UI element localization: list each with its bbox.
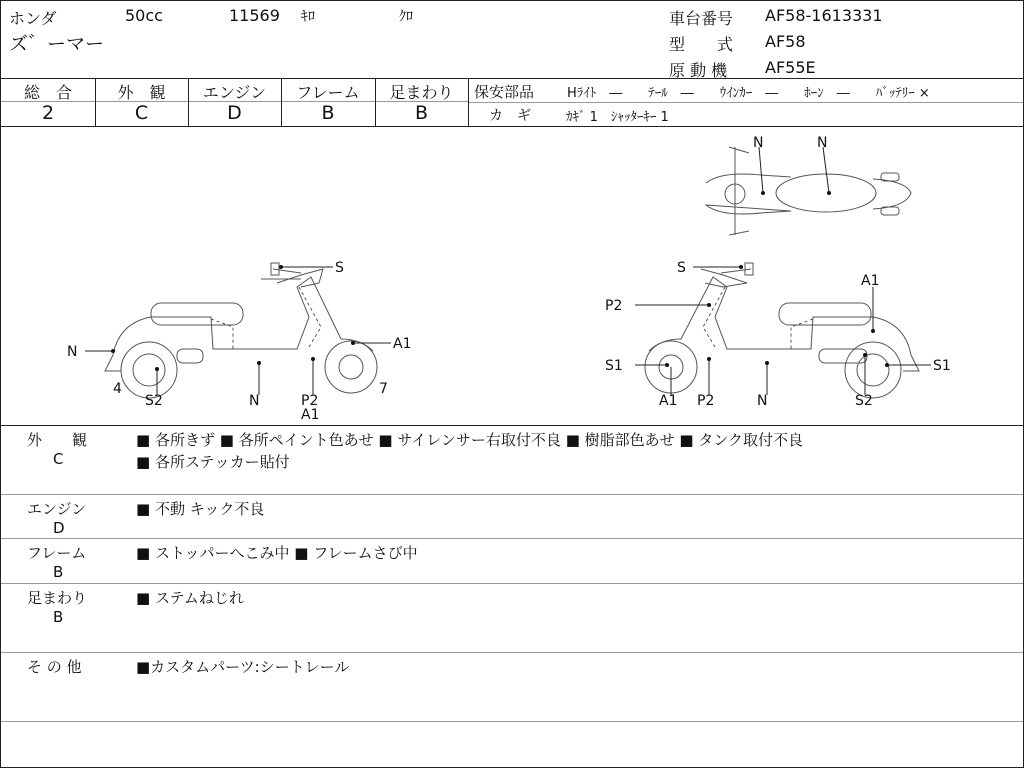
- label-right-s1a: S1: [605, 358, 623, 374]
- label-left-n2: N: [249, 393, 260, 409]
- grade-value-frame: B: [321, 102, 335, 124]
- scooter-top-view: [706, 147, 911, 235]
- mileage-unit: ｷﾛ: [301, 9, 315, 25]
- grade-value-exterior: C: [134, 102, 149, 124]
- section-suspension-grade: B: [53, 608, 64, 626]
- label-left-a1: A1: [393, 336, 412, 352]
- label-right-a1b: A1: [659, 393, 678, 409]
- section-engine-grade: D: [53, 519, 65, 537]
- displacement: 50cc: [125, 6, 163, 25]
- engine-label: 原 動 機: [669, 61, 728, 80]
- section-other-line-1: ■カスタムパーツ:シートレール: [136, 658, 350, 676]
- divider: [1, 425, 1023, 426]
- divider: [1, 721, 1023, 722]
- section-frame-line-1: ■ ストッパーへこみ中 ■ フレームさび中: [136, 544, 418, 562]
- section-exterior-label: 外 観: [27, 431, 88, 449]
- grade-label-suspension: 足まわり: [389, 83, 454, 102]
- section-engine-label: エンジン: [27, 500, 87, 518]
- label-right-p2: P2: [605, 298, 623, 314]
- label-top-n1: N: [753, 135, 764, 151]
- color: ｸﾛ: [399, 9, 413, 25]
- label-right-n: N: [757, 393, 768, 409]
- divider: [1, 538, 1023, 539]
- divider: [1, 494, 1023, 495]
- label-left-s: S: [335, 260, 344, 276]
- scooter-left-view: [105, 263, 377, 398]
- section-suspension-label: 足まわり: [27, 589, 88, 607]
- type-value: AF58: [765, 32, 806, 51]
- security-items: Hﾗｲﾄ ― ﾃｰﾙ ― ｳｲﾝｶｰ ― ﾎｰﾝ ― ﾊﾞｯﾃﾘｰ ×: [567, 86, 930, 101]
- section-exterior-line-2: ■ 各所ステッカー貼付: [136, 453, 290, 471]
- section-suspension-line-1: ■ ステムねじれ: [136, 589, 244, 607]
- key-value: ｶｷﾞ 1 ｼｬｯﾀｰｷｰ 1: [566, 110, 669, 125]
- security-label: 保安部品: [474, 83, 535, 101]
- model-name: ズ゛ーマー: [9, 33, 105, 55]
- section-exterior-line-1: ■ 各所きず ■ 各所ペイント色あせ ■ サイレンサー右取付不良 ■ 樹脂部色あせ ■ タンク取付不良: [136, 431, 804, 449]
- label-left-7: 7: [379, 381, 388, 397]
- section-frame-grade: B: [53, 563, 64, 581]
- section-engine-line-1: ■ 不動 キック不良: [136, 500, 265, 518]
- label-top-n2: N: [817, 135, 828, 151]
- divider: [468, 102, 1023, 103]
- grade-label-frame: フレーム: [296, 83, 360, 102]
- engine-value: AF55E: [765, 58, 816, 77]
- section-frame-label: フレーム: [27, 544, 87, 562]
- damage-diagram: [1, 127, 1023, 425]
- type-label: 型 式: [669, 35, 734, 54]
- divider: [1, 652, 1023, 653]
- label-right-s1b: S1: [933, 358, 951, 374]
- grade-value-engine: D: [227, 102, 242, 124]
- label-left-n: N: [67, 344, 78, 360]
- grade-label-exterior: 外 観: [117, 83, 166, 102]
- divider: [1, 583, 1023, 584]
- grade-value-overall: 2: [41, 102, 55, 124]
- divider: [1, 78, 1023, 79]
- label-left-a1b: A1: [301, 407, 320, 423]
- label-left-s2: S2: [145, 393, 163, 409]
- label-right-p2b: P2: [697, 393, 715, 409]
- grade-label-engine: エンジン: [202, 83, 267, 102]
- label-right-a1: A1: [861, 273, 880, 289]
- label-right-s: S: [677, 260, 686, 276]
- label-right-s2: S2: [855, 393, 873, 409]
- frame-number-label: 車台番号: [669, 9, 734, 28]
- frame-number-value: AF58-1613331: [765, 6, 883, 25]
- key-label: カ ギ: [489, 108, 531, 124]
- grade-label-overall: 総 合: [23, 83, 72, 102]
- maker: ホンダ: [9, 9, 57, 28]
- section-other-label: そ の 他: [27, 658, 82, 676]
- divider: [468, 78, 469, 126]
- section-exterior-grade: C: [53, 450, 64, 468]
- mileage: 11569: [229, 6, 280, 25]
- label-left-p2: P2: [301, 393, 319, 409]
- label-left-4: 4: [113, 381, 122, 397]
- grade-value-suspension: B: [414, 102, 429, 124]
